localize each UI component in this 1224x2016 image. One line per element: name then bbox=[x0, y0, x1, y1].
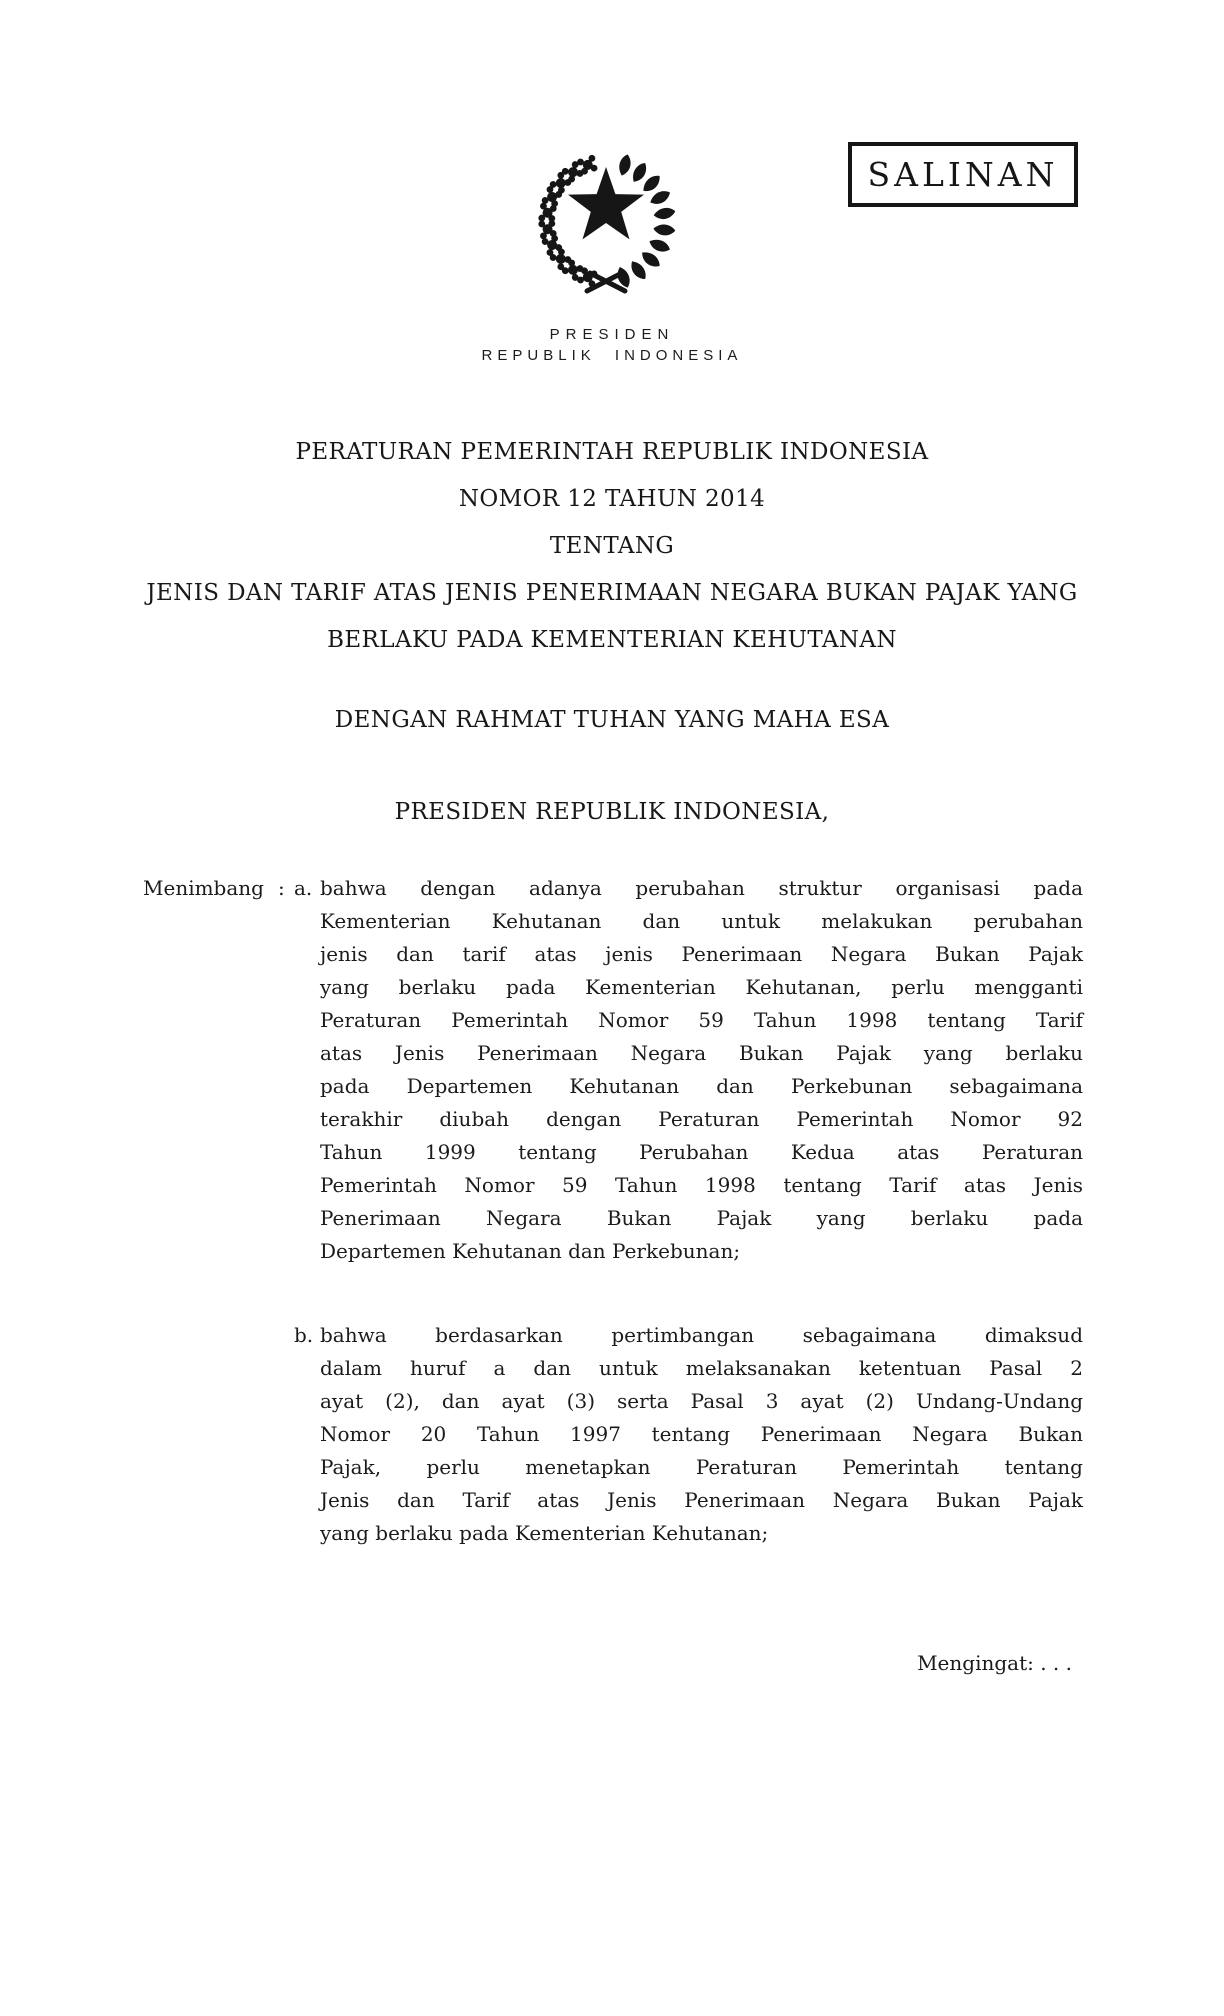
paragraph-line: yang berlaku pada Kementerian Kehutanan; bbox=[320, 1521, 769, 1545]
letterhead bbox=[0, 324, 1224, 366]
salinan-stamp-label: SALINAN bbox=[867, 155, 1059, 194]
paragraph-line: yang berlaku pada Kementerian Kehutanan, perlu mengganti bbox=[320, 975, 1083, 999]
considering-separator: : bbox=[278, 876, 285, 900]
invocation-line: DENGAN RAHMAT TUHAN YANG MAHA ESA bbox=[334, 707, 890, 733]
title-line-4: JENIS DAN TARIF ATAS JENIS PENERIMAAN NEGARA BUKAN PAJAK YANG bbox=[146, 580, 1078, 606]
paragraph-line: Jenis dan Tarif atas Jenis Penerimaan Negara Bukan Pajak bbox=[320, 1488, 1083, 1512]
paragraph-line: terakhir diubah dengan Peraturan Pemerintah Nomor 92 bbox=[320, 1107, 1083, 1131]
paragraph-line: ayat (2), dan ayat (3) serta Pasal 3 ayat (2) Undang-Undang bbox=[320, 1389, 1083, 1413]
paragraph-line: Tahun 1999 tentang Perubahan Kedua atas Peraturan bbox=[320, 1140, 1083, 1164]
title-line-3: TENTANG bbox=[549, 533, 675, 559]
presidential-seal-icon bbox=[530, 147, 682, 295]
considering-item-a-marker: a. bbox=[294, 876, 313, 900]
title-line-1: PERATURAN PEMERINTAH REPUBLIK INDONESIA bbox=[295, 439, 929, 465]
paragraph-line: Departemen Kehutanan dan Perkebunan; bbox=[320, 1239, 741, 1263]
regulation-title bbox=[0, 429, 1224, 664]
paragraph-line: jenis dan tarif atas jenis Penerimaan Negara Bukan Pajak bbox=[320, 942, 1083, 966]
considering-label: Menimbang bbox=[143, 876, 264, 900]
title-line-2: NOMOR 12 TAHUN 2014 bbox=[458, 486, 766, 512]
paragraph-line: dalam huruf a dan untuk melaksanakan ketentuan Pasal 2 bbox=[320, 1356, 1083, 1380]
paragraph-line: Nomor 20 Tahun 1997 tentang Penerimaan Negara Bukan bbox=[320, 1422, 1083, 1446]
paragraph-line: Peraturan Pemerintah Nomor 59 Tahun 1998 tentang Tarif bbox=[320, 1008, 1083, 1032]
paragraph-line: atas Jenis Penerimaan Negara Bukan Pajak yang berlaku bbox=[320, 1041, 1083, 1065]
paragraph-line: pada Departemen Kehutanan dan Perkebunan sebagaimana bbox=[320, 1074, 1083, 1098]
letterhead-republik-indonesia: REPUBLIK INDONESIA bbox=[481, 347, 743, 364]
paragraph-line: Pemerintah Nomor 59 Tahun 1998 tentang Tarif atas Jenis bbox=[320, 1173, 1083, 1197]
authority-line: PRESIDEN REPUBLIK INDONESIA, bbox=[394, 799, 830, 825]
considering-item-b-text bbox=[320, 1319, 1083, 1550]
letterhead-presiden: PRESIDEN bbox=[549, 326, 675, 343]
paragraph-line: bahwa berdasarkan pertimbangan sebagaimana dimaksud bbox=[320, 1323, 1083, 1347]
paragraph-line: bahwa dengan adanya perubahan struktur organisasi pada bbox=[320, 876, 1083, 900]
paragraph-line: Kementerian Kehutanan dan untuk melakukan perubahan bbox=[320, 909, 1083, 933]
paragraph-line: Pajak, perlu menetapkan Peraturan Pemerintah tentang bbox=[320, 1455, 1083, 1479]
considering-item-a-text bbox=[320, 872, 1083, 1268]
salinan-stamp bbox=[848, 142, 1078, 207]
considering-item-b-marker: b. bbox=[294, 1323, 314, 1347]
catchword-mengingat: Mengingat: . . . bbox=[917, 1651, 1072, 1675]
title-line-5: BERLAKU PADA KEMENTERIAN KEHUTANAN bbox=[327, 627, 897, 653]
paragraph-line: Penerimaan Negara Bukan Pajak yang berlaku pada bbox=[320, 1206, 1083, 1230]
